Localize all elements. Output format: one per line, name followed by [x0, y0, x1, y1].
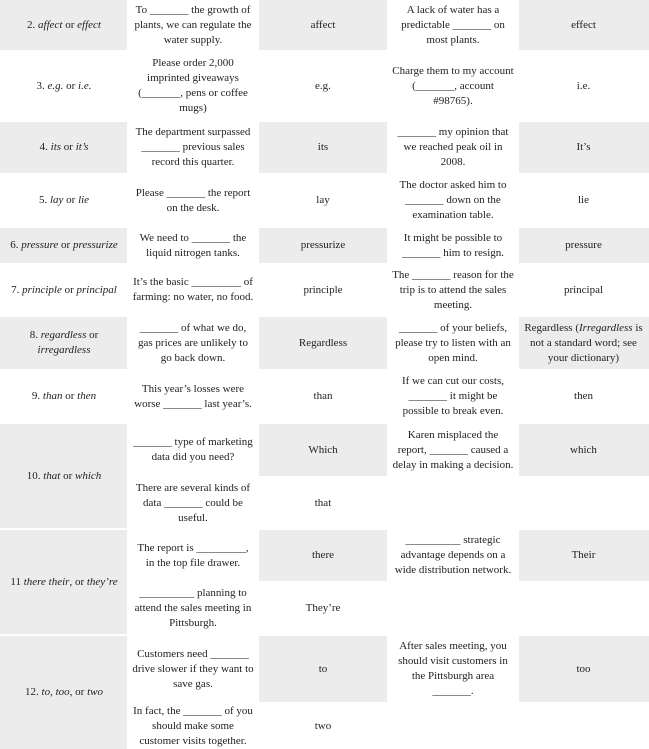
answer-2: pressure [518, 227, 649, 264]
example-sentence-2: _______ of your beliefs, please try to listen with an open mind. [395, 321, 511, 364]
word-pair-label: 10. that or which [0, 423, 128, 529]
example-sentence-2: After sales meeting, you should visit customers in the Pittsburgh area _______. [398, 640, 508, 697]
word-pair-label: 4. its or it’s [0, 121, 128, 174]
answer-2: lie [578, 194, 589, 206]
example-sentence-2 [388, 582, 518, 635]
example-sentence-2: The _______ reason for the trip is to attend the sales meeting. [392, 268, 514, 311]
example-sentence-1: Please _______ the report on the desk. [135, 186, 251, 214]
row-divider [0, 528, 649, 530]
example-sentence-1: It’s the basic _________ of farming: no water, no food. [132, 276, 254, 303]
answer-2: i.e. [576, 79, 591, 92]
example-sentence-1: There are several kinds of data _______ could be useful. [135, 481, 251, 524]
example-sentence-1: The department surpassed _______ previous sales record this quarter. [135, 126, 251, 168]
example-sentence-2: __________ strategic advantage depends on a wide distribution network. [394, 534, 512, 576]
word-pair-label: 2. affect or effect [0, 0, 128, 51]
column-divider [127, 0, 129, 749]
example-sentence-2 [388, 477, 518, 529]
example-sentence-1: __________ planning to attend the sales meeting in Pittsburgh. [134, 587, 252, 629]
answer-1: its [258, 121, 388, 174]
row-divider [0, 50, 649, 52]
answer-1: than [313, 390, 333, 402]
word-pair-label: 12. to, too, or two [0, 635, 128, 749]
column-divider [517, 0, 519, 749]
answer-1: e.g. [315, 79, 331, 92]
row-divider [0, 263, 649, 265]
word-pair-label: 3. e.g. or i.e. [36, 79, 92, 92]
row-divider [0, 369, 649, 371]
example-sentence-1: This year’s losses were worse _______ last year’s. [134, 382, 252, 410]
example-sentence-1: _______ type of marketing data did you need? [133, 436, 253, 463]
example-sentence-1: Customers need _______ drive slower if they want to save gas. [132, 647, 254, 690]
answer-2: principal [563, 283, 604, 296]
answer-1: Which [258, 423, 388, 477]
answer-1: to [258, 635, 388, 703]
word-pair-label: 11 there their, or they’re [0, 529, 128, 635]
example-sentence-1: Please order 2,000 imprinted giveaways (_______, pens or coffee mugs) [138, 57, 248, 114]
example-sentence-1: The report is _________, in the top file drawer. [137, 541, 249, 569]
answer-1: two [314, 719, 332, 732]
answer-2: which [518, 423, 649, 477]
example-sentence-2: The doctor asked him to _______ down on the examination table. [399, 179, 507, 221]
row-divider [0, 422, 649, 424]
answer-1: pressurize [258, 227, 388, 264]
row-divider [128, 702, 649, 704]
example-sentence-1: To _______ the growth of plants, we can regulate the water supply. [134, 4, 252, 46]
answer-1: They’re [305, 602, 341, 614]
answer-1: affect [258, 0, 388, 51]
example-sentence-2: _______ my opinion that we reached peak oil in 2008. [397, 126, 509, 168]
word-pair-label: 5. lay or lie [38, 194, 90, 206]
word-pair-label: 7. principle or principal [11, 283, 117, 296]
answer-2 [518, 582, 649, 635]
word-pair-label: 8. regardless or irregardless [0, 316, 128, 370]
example-sentence-2: Charge them to my account (_______, account #98765). [392, 64, 514, 107]
example-sentence-2 [388, 703, 518, 749]
row-divider [0, 315, 649, 317]
answer-1: that [314, 496, 332, 509]
row-divider [0, 173, 649, 175]
answer-2 [518, 477, 649, 529]
answer-2: It’s [518, 121, 649, 174]
example-sentence-1: We need to _______ the liquid nitrogen tanks. [139, 231, 247, 259]
column-divider [257, 0, 259, 749]
answer-1: lay [316, 194, 330, 206]
answer-2: too [518, 635, 649, 703]
row-divider [128, 581, 649, 583]
word-pair-label: 6. pressure or pressurize [0, 227, 128, 264]
answer-1: there [258, 529, 388, 582]
example-sentence-2: It might be possible to _______ him to resign. [401, 231, 505, 259]
row-divider [0, 120, 649, 122]
answer-2: then [574, 390, 593, 402]
example-sentence-1: In fact, the _______ of you should make some customer visits together. [133, 704, 253, 747]
example-sentence-2: Karen misplaced the report, _______ caused a delay in making a decision. [392, 428, 514, 471]
column-divider [387, 0, 389, 749]
answer-2: Regardless (Irregardless is not a standard word; see your dictionary) [518, 316, 649, 370]
row-divider [0, 634, 649, 636]
answer-2: effect [518, 0, 649, 51]
answer-2 [518, 703, 649, 749]
example-sentence-2: If we can cut our costs, _______ it might be possible to break even. [401, 375, 505, 417]
example-sentence-1: _______ of what we do, gas prices are unlikely to go back down. [138, 321, 248, 364]
answer-1: Regardless [258, 316, 388, 370]
example-sentence-2: A lack of water has a predictable _______ on most plants. [401, 4, 505, 46]
answer-2: Their [518, 529, 649, 582]
row-divider [0, 226, 649, 228]
word-pair-label: 9. than or then [31, 390, 97, 402]
row-divider [128, 476, 649, 478]
answer-1: principle [303, 283, 343, 296]
